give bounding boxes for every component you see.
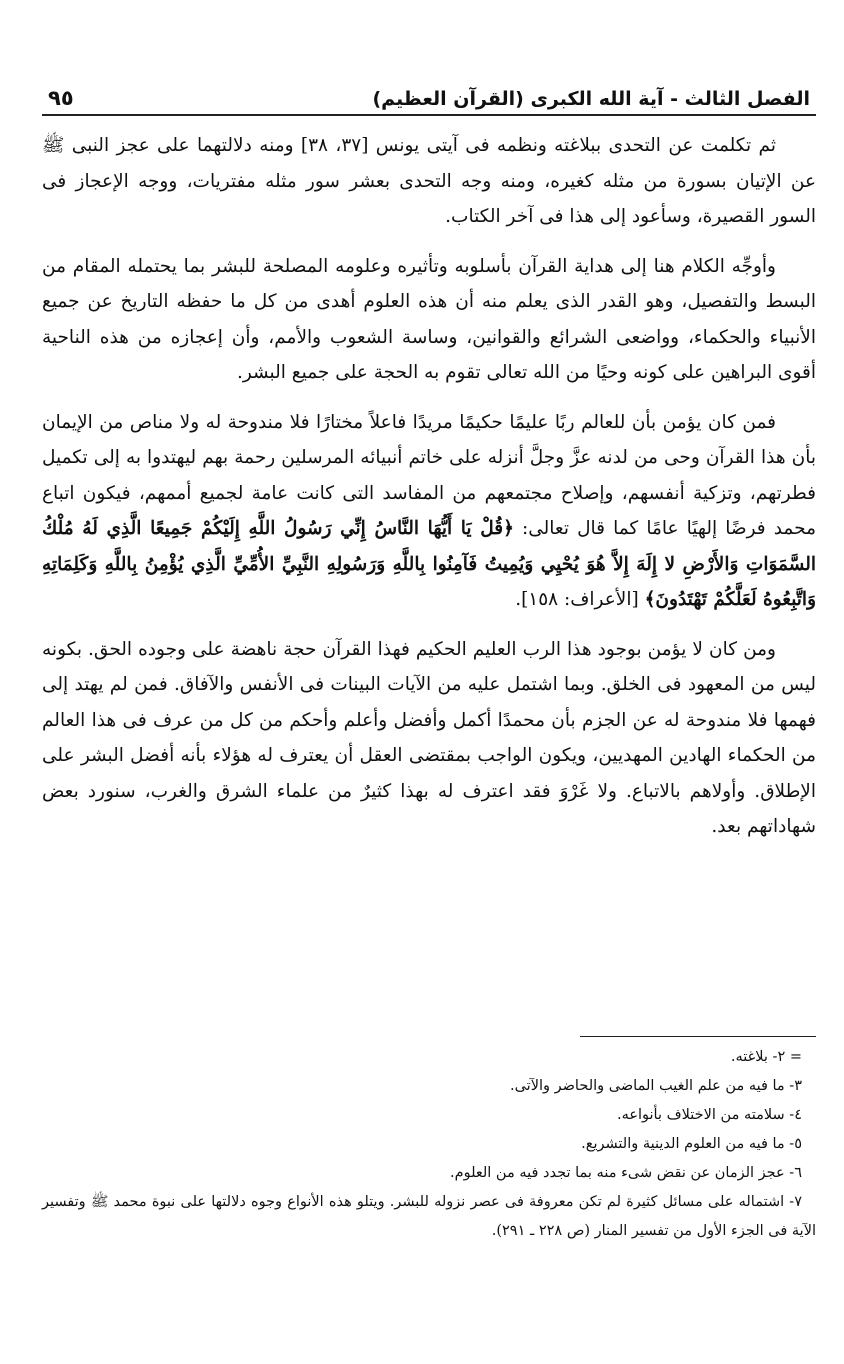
footnote-list <box>42 1043 816 1246</box>
verse-citation: [الأعراف: ١٥٨]. <box>515 589 639 610</box>
footnote-item: ٣- ما فيه من علم الغيب الماضى والحاضر والآتى. <box>509 1078 802 1094</box>
paragraph-2: وأوجِّه الكلام هنا إلى هداية القرآن بأسلوبه وتأثيره وعلومه المصلحة للبشر بما يحتمله المقام من البسط والتفصيل، وهو القدر الذى يعلم منه أن هذه العلوم أهدى من كل ما حفظه التاريخ عن جميع الأنبياء والحكماء، وواضعى الشرائع والقوانين، وساسة الشعوب والأمم، وأن إعجازه من هذه الناحية أقوى البراهين على كونه وحيًا من الله تعالى تقوم به الحجة على جميع البشر. <box>42 255 816 383</box>
footnote-item: ٥- ما فيه من العلوم الدينية والتشريع. <box>581 1136 802 1152</box>
page-number: ٩٥ <box>48 86 74 110</box>
footnote-separator <box>580 1036 816 1037</box>
chapter-title: الفصل الثالث - آية الله الكبرى (القرآن العظيم) <box>372 88 810 110</box>
running-header <box>42 70 816 116</box>
paragraph-4: ومن كان لا يؤمن بوجود هذا الرب العليم الحكيم فهذا القرآن حجة ناهضة على وجوده الحق. بكونه ليس من المعهود فى الخلق. وبما اشتمل عليه من الآيات البينات فى الأنفس والآفاق. فمن لم يهتد إلى فهمها فلا مندوحة له عن الجزم بأن محمدًا أكمل وأفضل وأعلم وأحكم من كل من عرف فى هذا العالم من الحكماء الهادين المهديين، ويكون الواجب بمقتضى العقل أن يعترف له هؤلاء بأنه أفضل البشر على الإطلاق. وأولاهم بالاتباع. ولا غَرْوَ فقد اعترف له بهذا كثيرٌ من علماء الشرق والغرب، سنورد بعض شهاداتهم بعد. <box>42 638 816 837</box>
footnote-item: = ٢- بلاغته. <box>730 1049 802 1065</box>
main-text <box>42 128 816 845</box>
paragraph-3-text: فمن كان يؤمن بأن للعالم ربًا عليمًا حكيمًا مريدًا فاعلاً مختارًا فلا مندوحة له ولا مناص من الإيمان بأن هذا القرآن وحى من لدنه عزَّ وجلَّ أنزله على خاتم أنبيائه المرسلين رحمة بهم ليهتدوا به إلى تكميل فطرتهم، وتزكية أنفسهم، وإصلاح مجتمعهم من المفاسد التى كانت عامة لجميع أممهم، فيكون اتباع محمد فرضًا إلهيًا عامًا كما قال تعالى: <box>42 411 816 539</box>
footnote-item: ٤- سلامته من الاختلاف بأنواعه. <box>616 1107 802 1123</box>
quran-verse: ﴿قُلْ يَا أَيُّهَا النَّاسُ إِنِّي رَسُولُ اللَّهِ إِلَيْكُمْ جَمِيعًا الَّذِي لَهُ مُلْكُ السَّمَوَاتِ وَالأَرْضِ لا إِلَهَ إِلاَّ هُوَ يُحْيِي وَيُمِيتُ فَآمِنُوا بِاللَّهِ وَرَسُولِهِ النَّبِيِّ الأُمِّيِّ الَّذِي يُؤْمِنُ بِاللَّهِ وَكَلِمَاتِهِ وَاتَّبِعُوهُ لَعَلَّكُمْ تَهْتَدُونَ﴾ <box>42 518 816 610</box>
page <box>42 70 816 859</box>
footnotes <box>42 1036 816 1246</box>
footnote-item: ٧- اشتماله على مسائل كثيرة لم تكن معروفة فى عصر نزوله للبشر. ويتلو هذه الأنواع وجوه دلالتها على نبوة محمد ﷺ وتفسير الآية فى الجزء الأول من تفسير المنار (ص ٢٢٨ ـ ٢٩١). <box>42 1194 816 1239</box>
paragraph-1: ثم تكلمت عن التحدى ببلاغته ونظمه فى آيتى يونس [٣٧، ٣٨] ومنه دلالتهما على عجز النبى ﷺ عن الإتيان بسورة من مثله كغيره، ومنه وجه التحدى بعشر سور مثله مفتريات، ووجه الإعجاز فى السور القصيرة، وسأعود إلى هذا فى آخر الكتاب. <box>42 135 816 227</box>
paragraph-3 <box>42 405 816 618</box>
footnote-item: ٦- عجز الزمان عن نقض شىء منه بما تجدد فيه من العلوم. <box>450 1165 802 1181</box>
